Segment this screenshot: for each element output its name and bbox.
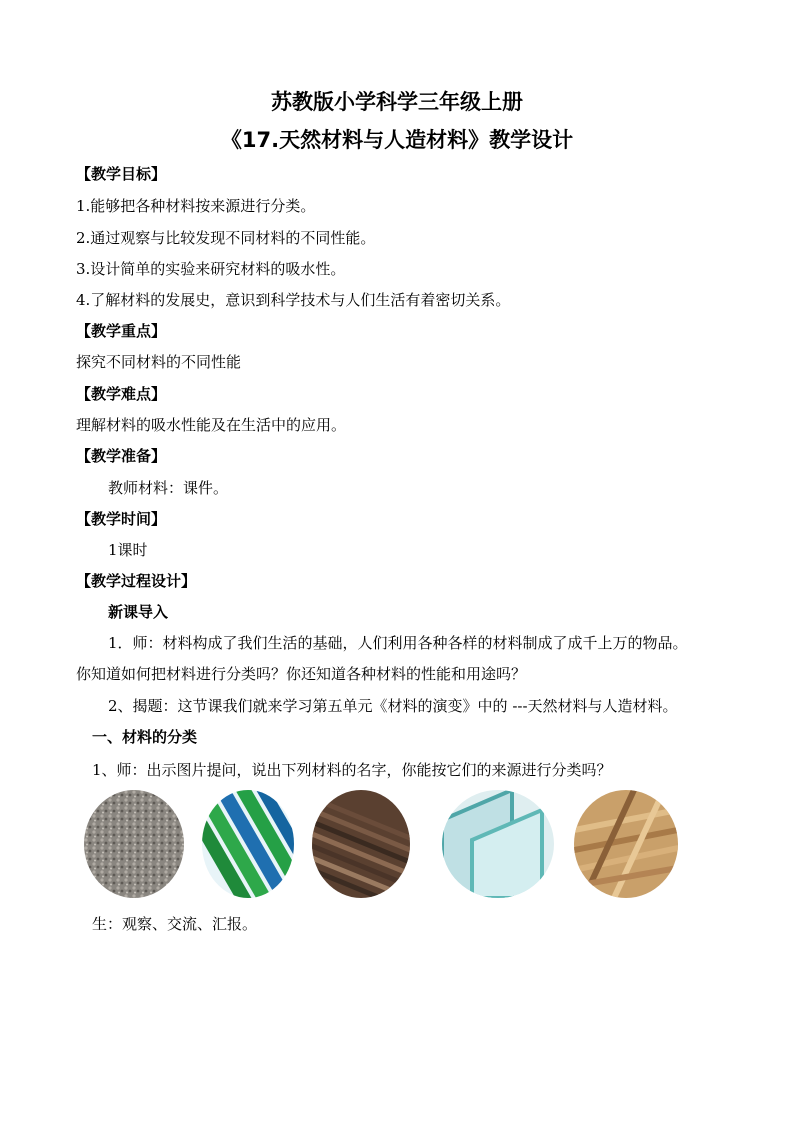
process-paragraph-2: 2、揭题：这节课我们就来学习第五单元《材料的演变》中的 ---天然材料与人造材料。 [108, 697, 678, 715]
glass-panes-photo [442, 790, 554, 898]
intro-heading: 新课导入 [108, 603, 169, 621]
gravel-photo [84, 790, 184, 898]
section1-heading: 一、材料的分类 [92, 728, 198, 746]
document-title-line2: 《17.天然材料与人造材料》教学设计 [220, 128, 574, 152]
objective-item-4: 4.了解材料的发展史，意识到科学技术与人们生活有着密切关系。 [76, 291, 511, 309]
objective-item-2: 2.通过观察与比较发现不同材料的不同性能。 [76, 229, 376, 247]
key-points-heading: 【教学重点】 [76, 322, 167, 340]
process-paragraph-1-line-1: 1．师：材料构成了我们生活的基础，人们利用各种各样的材料制成了成千上万的物品。 [108, 634, 688, 652]
time-text: 1课时 [108, 541, 148, 559]
wood-planks-photo [574, 790, 678, 898]
time-heading: 【教学时间】 [76, 510, 167, 528]
material-images [84, 790, 684, 902]
process-heading: 【教学过程设计】 [76, 572, 197, 590]
objective-item-1: 1.能够把各种材料按来源进行分类。 [76, 197, 316, 215]
preparation-heading: 【教学准备】 [76, 447, 167, 465]
steel-bars-photo [312, 790, 410, 898]
preparation-text: 教师材料：课件。 [108, 479, 229, 497]
document-title-line1: 苏教版小学科学三年级上册 [271, 90, 523, 114]
difficulties-heading: 【教学难点】 [76, 385, 167, 403]
section1-paragraph-1: 1、师：出示图片提问，说出下列材料的名字，你能按它们的来源进行分类吗？ [92, 761, 612, 779]
process-paragraph-1-line-2: 你知道如何把材料进行分类吗？你还知道各种材料的性能和用途吗？ [76, 665, 527, 683]
objective-item-3: 3.设计简单的实验来研究材料的吸水性。 [76, 260, 346, 278]
section1-paragraph-2: 生：观察、交流、汇报。 [92, 915, 258, 933]
key-points-text: 探究不同材料的不同性能 [76, 353, 242, 371]
plastic-pipes-photo [202, 790, 294, 898]
objectives-heading: 【教学目标】 [76, 165, 167, 183]
difficulties-text: 理解材料的吸水性能及在生活中的应用。 [76, 416, 347, 434]
